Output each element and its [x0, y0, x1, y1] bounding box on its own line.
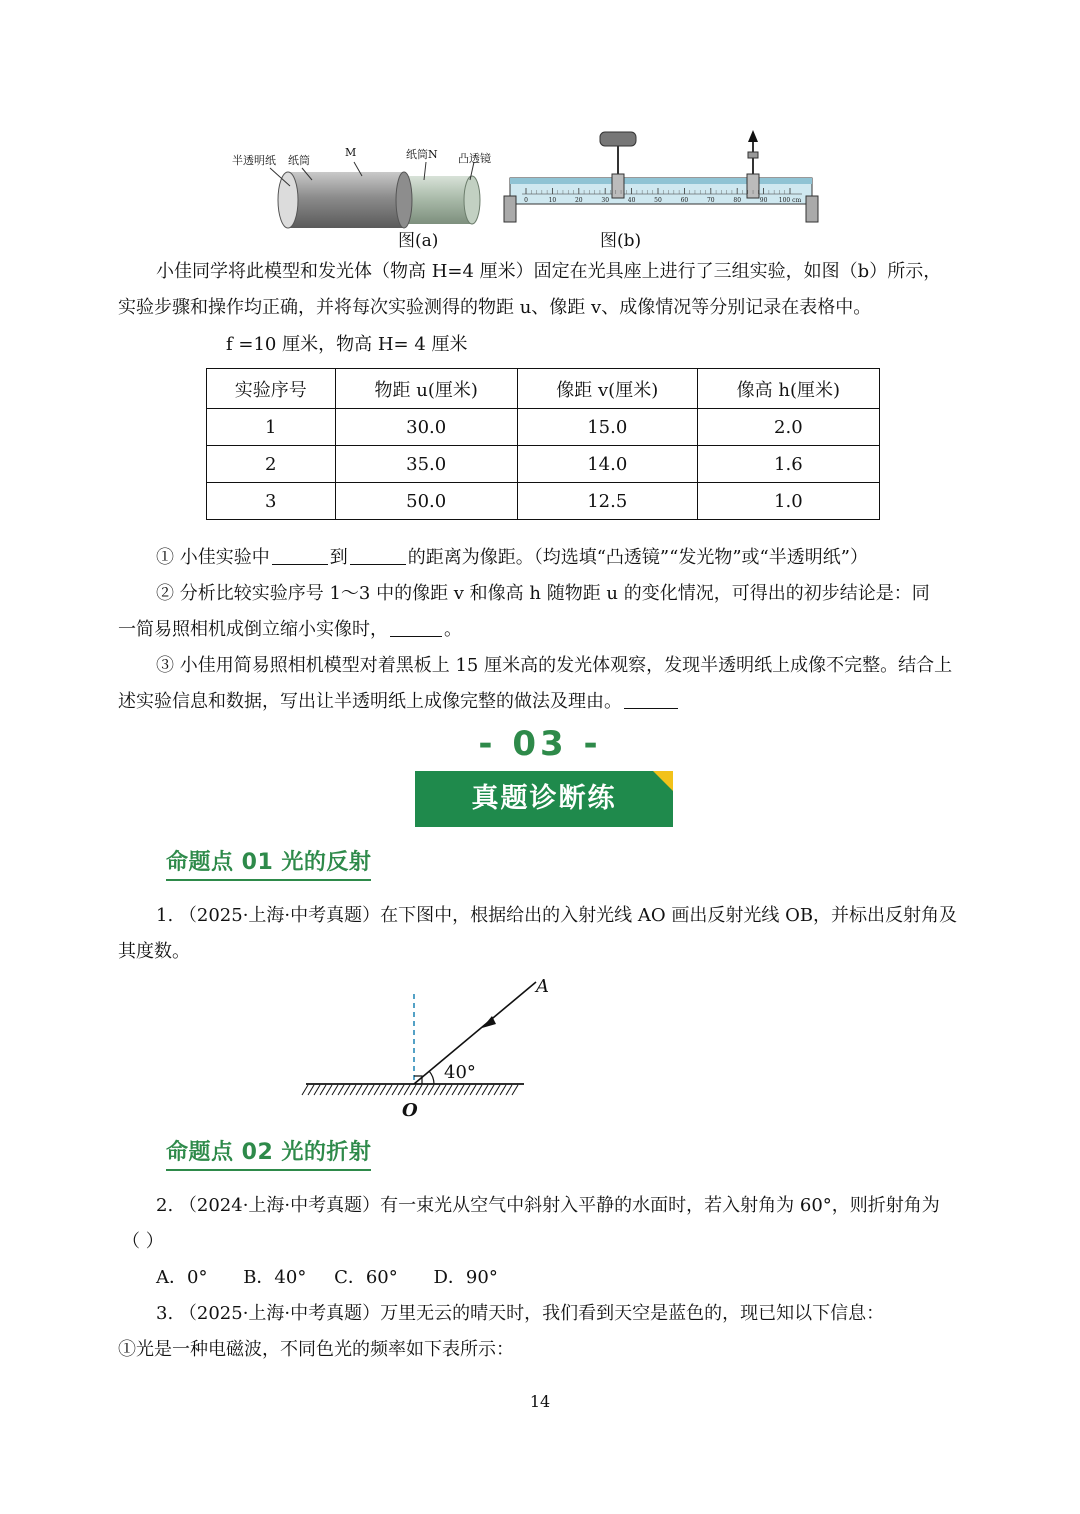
- mirror-hatch: [320, 1085, 326, 1095]
- ruler-tick-label: 60: [680, 197, 689, 204]
- label-a: A: [536, 976, 549, 997]
- mirror-hatch: [512, 1085, 518, 1095]
- question-2-line-2: [118, 612, 968, 648]
- topic-heading-2: 命题点 02 光的折射: [166, 1138, 371, 1171]
- figure-b: [500, 126, 822, 226]
- ruler-tick-label: 40: [627, 197, 636, 204]
- problem-3-line-1: 3. （2025·上海·中考真题）万里无云的晴天时，我们看到天空是蓝色的，现已知以下信息：: [156, 1303, 885, 1324]
- page-number: 14: [529, 1392, 551, 1411]
- table-row: [207, 483, 880, 520]
- q1-part-c: 的距离为像距。（均选填“凸透镜”“发光物”或“半透明纸”）: [407, 547, 868, 568]
- table-cell: 15.0: [517, 409, 697, 446]
- question-3-line-1: ③ 小佳用简易照相机模型对着黑板上 15 厘米高的发光体观察，发现半透明纸上成像不完整。结合上: [156, 655, 953, 676]
- table-cell: 50.0: [335, 483, 517, 520]
- q1-part-b: 到: [329, 547, 348, 568]
- problem-1-line-1: 1. （2025·上海·中考真题）在下图中，根据给出的入射光线 AO 画出反射光线 OB，并标出反射角及: [156, 905, 958, 926]
- figure-a-caption: 图(a): [398, 231, 439, 251]
- q2-end: 。: [444, 619, 462, 640]
- header-cell: 物距 u(厘米): [335, 369, 517, 409]
- table-cell: 2: [207, 446, 336, 483]
- angle-label: 40°: [444, 1062, 476, 1083]
- mirror-hatch: [410, 1085, 416, 1095]
- ruler-tick-label: 10: [548, 197, 557, 204]
- mirror-hatch: [314, 1085, 320, 1095]
- mirror-hatch: [494, 1085, 500, 1095]
- table-cell: 3: [207, 483, 336, 520]
- problem-2-line-1: 2. （2024·上海·中考真题）有一束光从空气中斜射入平静的水面时，若入射角为 60°，则折射角为: [156, 1195, 940, 1216]
- mirror-hatch: [386, 1085, 392, 1095]
- intro-line-1: 小佳同学将此模型和发光体（物高 H=4 厘米）固定在光具座上进行了三组实验，如图（b）所示，: [156, 261, 942, 282]
- problem-1-line-2: 其度数。: [118, 941, 190, 962]
- answer-blank[interactable]: [624, 688, 678, 709]
- experiment-table: [206, 368, 880, 520]
- question-1: [118, 540, 968, 576]
- ruler-tick-label: 20: [574, 197, 583, 204]
- answer-blank[interactable]: [350, 544, 406, 565]
- table-row: [207, 409, 880, 446]
- mirror-hatch: [362, 1085, 368, 1095]
- answer-blank[interactable]: [390, 616, 442, 637]
- q1-part-a: ① 小佳实验中: [156, 547, 270, 568]
- mirror-hatch: [422, 1085, 428, 1095]
- mirror-hatch: [482, 1085, 488, 1095]
- reflection-diagram: [300, 972, 560, 1126]
- mirror-hatch: [488, 1085, 494, 1095]
- table-cell: 30.0: [335, 409, 517, 446]
- table-caption: f =10 厘米，物高 H= 4 厘米: [226, 334, 468, 355]
- mirror-hatch: [338, 1085, 344, 1095]
- table-cell: 1.6: [697, 446, 879, 483]
- section-number: - 03 -: [478, 724, 602, 764]
- mirror-hatch: [434, 1085, 440, 1095]
- optical-bench: [500, 126, 822, 226]
- table-cell: 2.0: [697, 409, 879, 446]
- label-tube: 纸筒: [288, 154, 310, 167]
- mirror-hatch: [470, 1085, 476, 1095]
- problem-2-options: [118, 1260, 968, 1296]
- mirror-hatch: [476, 1085, 482, 1095]
- ruler-tick-label: 30: [601, 197, 610, 204]
- table-cell: 1.0: [697, 483, 879, 520]
- angle-arc: [429, 1071, 434, 1084]
- mirror-hatch: [380, 1085, 386, 1095]
- label-paper: 半透明纸: [232, 154, 276, 167]
- table-row: [207, 446, 880, 483]
- mirror-hatch: [398, 1085, 404, 1095]
- label-m: M: [345, 146, 357, 159]
- option-d[interactable]: D．90°: [433, 1267, 498, 1288]
- problem-2-line-2: （ ）: [122, 1231, 164, 1252]
- mirror-hatch: [446, 1085, 452, 1095]
- mirror-hatch: [350, 1085, 356, 1095]
- table-cell: 14.0: [517, 446, 697, 483]
- reflection-figure: [300, 972, 560, 1126]
- ruler-tick-label: 80: [733, 197, 742, 204]
- table-cell: 12.5: [517, 483, 697, 520]
- option-b[interactable]: B．40°: [243, 1267, 307, 1288]
- mirror-hatch: [356, 1085, 362, 1095]
- header-cell: 像高 h(厘米): [697, 369, 879, 409]
- mirror-hatch: [500, 1085, 506, 1095]
- mirror-hatch: [326, 1085, 332, 1095]
- mirror-hatch: [302, 1085, 308, 1095]
- mirror-hatch: [392, 1085, 398, 1095]
- mirror-hatch: [332, 1085, 338, 1095]
- question-2-line-1: ② 分析比较实验序号 1～3 中的像距 v 和像高 h 随物距 u 的变化情况，可得出的初步结论是：同: [156, 583, 930, 604]
- mirror-hatch: [440, 1085, 446, 1095]
- q2-text: 一简易照相机成倒立缩小实像时，: [118, 619, 388, 640]
- mirror-hatch: [428, 1085, 434, 1095]
- intro-line-2: 实验步骤和操作均正确，并将每次实验测得的物距 u、像距 v、成像情况等分别记录在表格中。: [118, 297, 872, 318]
- label-o: O: [402, 1100, 418, 1121]
- figure-b-caption: 图(b): [600, 231, 642, 251]
- ruler-tick-label: 70: [706, 197, 715, 204]
- mirror-hatch: [452, 1085, 458, 1095]
- ruler-tick-label: 100 cm: [778, 197, 802, 204]
- figure-a: [230, 140, 500, 240]
- header-cell: 像距 v(厘米): [517, 369, 697, 409]
- mirror-hatch: [458, 1085, 464, 1095]
- header-cell: 实验序号: [207, 369, 336, 409]
- ruler-tick-label: 50: [654, 197, 662, 204]
- mirror-hatch: [368, 1085, 374, 1095]
- label-lens: 凸透镜: [458, 152, 491, 165]
- mirror-hatch: [464, 1085, 470, 1095]
- mirror-hatch: [308, 1085, 314, 1095]
- topic-heading-1: 命题点 01 光的反射: [166, 848, 371, 881]
- section-title: 真题诊断练: [471, 783, 617, 814]
- question-3-line-2: [118, 684, 968, 720]
- mirror-hatch: [404, 1085, 410, 1095]
- mirror-hatch: [506, 1085, 512, 1095]
- mirror-hatch: [416, 1085, 422, 1095]
- problem-3-line-2: ①光是一种电磁波，不同色光的频率如下表所示：: [118, 1339, 514, 1360]
- label-tube-n: 纸筒N: [406, 148, 438, 161]
- ruler-tick-label: 90: [759, 197, 768, 204]
- table-cell: 35.0: [335, 446, 517, 483]
- mirror-hatch: [344, 1085, 350, 1095]
- mirror-hatch: [374, 1085, 380, 1095]
- table-cell: 1: [207, 409, 336, 446]
- table-header-row: [207, 369, 880, 409]
- q3-text: 述实验信息和数据，写出让半透明纸上成像完整的做法及理由。: [118, 691, 622, 712]
- ruler-tick-label: 0: [524, 197, 528, 204]
- option-a[interactable]: A．0°: [156, 1267, 208, 1288]
- option-c[interactable]: C．60°: [334, 1267, 398, 1288]
- answer-blank[interactable]: [272, 544, 328, 565]
